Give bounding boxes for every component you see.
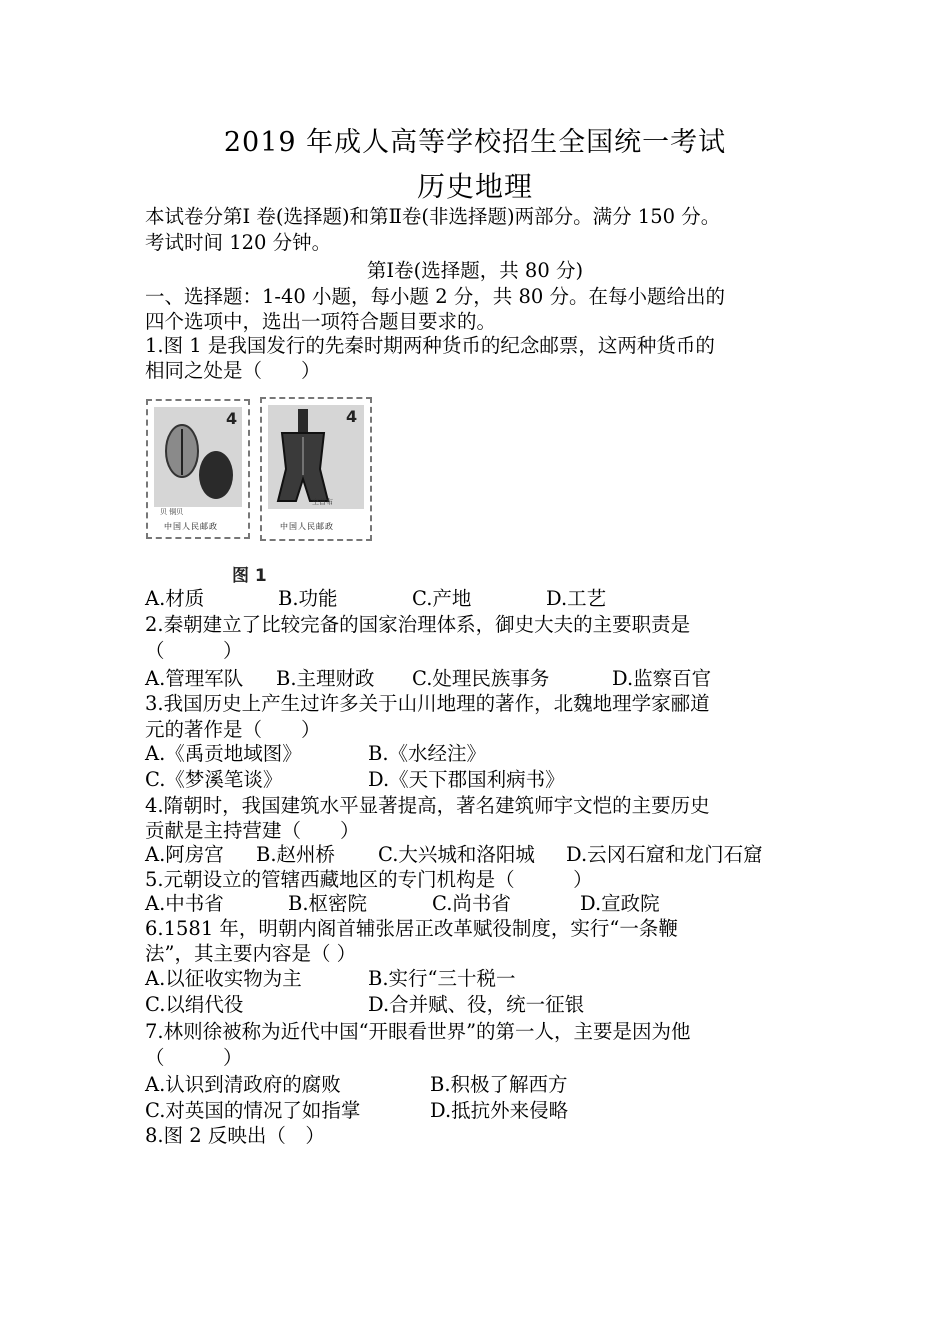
q3-option-b: B.《水经注》 — [368, 742, 487, 765]
q2-line-2: （ ） — [145, 639, 243, 662]
q7-option-b: B.积极了解西方 — [430, 1073, 568, 1096]
q7-line-1: 7.林则徐被称为近代中国“开眼看世界”的第一人，主要是因为他 — [145, 1020, 691, 1043]
q5-line-1: 5.元朝设立的管辖西藏地区的专门机构是（ ） — [145, 868, 593, 891]
q3-line-2: 元的著作是（ ） — [145, 718, 321, 741]
stamp-1-bottom: 中国人民邮政 — [164, 522, 218, 531]
section-desc-2: 四个选项中，选出一项符合题目要求的。 — [145, 310, 497, 333]
q2-option-c: C.处理民族事务 — [412, 667, 550, 690]
stamp-2-value: 4 — [346, 407, 358, 426]
q7-option-c: C.对英国的情况了如指掌 — [145, 1099, 361, 1122]
q2-option-d: D.监察百官 — [612, 667, 712, 690]
q7-option-a: A.认识到清政府的腐败 — [145, 1073, 341, 1096]
q1-option-b: B.功能 — [278, 587, 338, 610]
q4-option-d: D.云冈石窟和龙门石窟 — [566, 843, 763, 866]
q1-option-c: C.产地 — [412, 587, 472, 610]
q2-line-1: 2.秦朝建立了比较完备的国家治理体系，御史大夫的主要职责是 — [145, 613, 691, 636]
q1-line-1: 1.图 1 是我国发行的先秦时期两种货币的纪念邮票，这两种货币的 — [145, 334, 715, 357]
shell-coin-icon — [156, 417, 240, 507]
q6-line-2: 法”，其主要内容是（ ） — [145, 942, 357, 965]
stamp-spade-coin — [260, 397, 372, 541]
intro-line-2: 考试时间 120 分钟。 — [145, 231, 332, 254]
q1-option-d: D.工艺 — [546, 587, 607, 610]
intro-line-1: 本试卷分第Ⅰ 卷(选择题)和第Ⅱ卷(非选择题)两部分。满分 150 分。 — [145, 205, 721, 228]
q5-option-a: A.中书省 — [145, 892, 224, 915]
stamp-2-caption: 空首布 — [312, 498, 333, 506]
q6-option-d: D.合并赋、役，统一征银 — [368, 993, 585, 1016]
q3-option-c: C.《梦溪笔谈》 — [145, 768, 283, 791]
q4-option-b: B.赵州桥 — [256, 843, 336, 866]
q5-option-d: D.宣政院 — [580, 892, 660, 915]
q3-option-a: A.《禹贡地域图》 — [145, 742, 302, 765]
q6-option-a: A.以征收实物为主 — [145, 967, 302, 990]
q6-option-b: B.实行“三十税一 — [368, 967, 516, 990]
q2-option-b: B.主理财政 — [276, 667, 375, 690]
q3-line-1: 3.我国历史上产生过许多关于山川地理的著作，北魏地理学家郦道 — [145, 692, 710, 715]
q7-line-2: （ ） — [145, 1046, 243, 1069]
q4-line-1: 4.隋朝时，我国建筑水平显著提高，著名建筑师宇文恺的主要历史 — [145, 794, 710, 817]
q5-option-b: B.枢密院 — [288, 892, 368, 915]
stamp-1-value: 4 — [226, 409, 238, 428]
q4-option-c: C.大兴城和洛阳城 — [378, 843, 535, 866]
stamp-1-caption: 贝 铜贝 — [160, 508, 184, 516]
q6-line-1: 6.1581 年，明朝内阁首辅张居正改革赋役制度，实行“一条鞭 — [145, 917, 678, 940]
q1-line-2: 相同之处是（ ） — [145, 359, 321, 382]
q4-option-a: A.阿房宫 — [145, 843, 224, 866]
stamp-shell-coin — [146, 399, 250, 539]
exam-title: 2019 年成人高等学校招生全国统一考试 — [223, 127, 727, 158]
stamp-2-bottom: 中国人民邮政 — [280, 522, 334, 531]
section-desc-1: 一、选择题：1-40 小题，每小题 2 分，共 80 分。在每小题给出的 — [145, 285, 726, 308]
figure-1-stamps — [138, 393, 378, 586]
q7-option-d: D.抵抗外来侵略 — [430, 1099, 569, 1122]
q6-option-c: C.以绢代役 — [145, 993, 244, 1016]
section-heading: 第Ⅰ卷(选择题，共 80 分) — [366, 259, 584, 282]
q5-option-c: C.尚书省 — [432, 892, 511, 915]
q3-option-d: D.《天下郡国利病书》 — [368, 768, 565, 791]
exam-subject: 历史地理 — [416, 170, 533, 203]
q4-line-2: 贡献是主持营建（ ） — [145, 819, 360, 842]
q2-option-a: A.管理军队 — [145, 667, 244, 690]
figure-1-label: 图 1 — [232, 566, 267, 586]
q8-line-1: 8.图 2 反映出（ ） — [145, 1124, 325, 1147]
q1-option-a: A.材质 — [145, 587, 205, 610]
